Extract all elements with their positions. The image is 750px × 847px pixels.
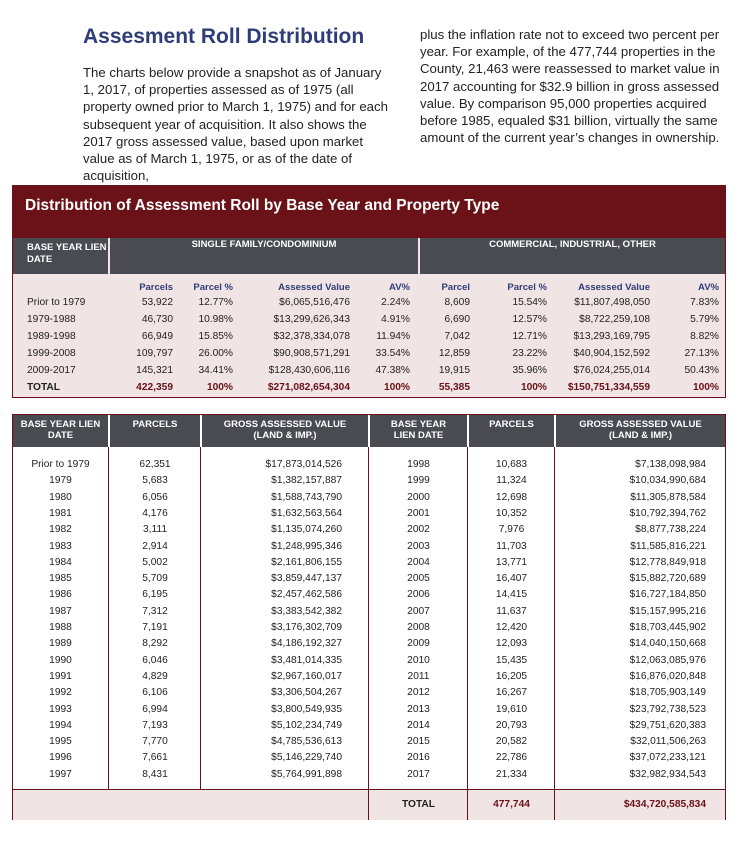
table-row (13, 573, 725, 590)
table-cell: 14,415 (495, 589, 528, 601)
table-cell: 8,431 (142, 768, 168, 780)
table-cell: $17,873,014,526 (265, 459, 342, 470)
table-cell: $5,764,991,898 (271, 768, 342, 780)
table-cell: 2007 (407, 605, 430, 617)
table-cell: 47.38% (375, 365, 410, 376)
table-row (13, 622, 725, 639)
header-single-family-label: SINGLE FAMILY/CONDOMINIUM (191, 239, 337, 250)
table-cell: $10,034,990,684 (629, 475, 706, 487)
table-cell: $3,176,302,709 (271, 622, 342, 633)
table-cell: 12.77% (198, 297, 233, 308)
intro-paragraph-left: The charts below provide a snapshot as of January 1, 2017, of properties assessed as of 1975 (all property owned prior to March 1, 1975) and for each subsequent year of acquisition. It also shows the 2017 gross assessed value, based upon market value as of March 1, 1975, or as of the date of acquisition, (83, 65, 388, 184)
table-cell: 1986 (49, 589, 72, 601)
table-cell: 1999-2008 (27, 348, 76, 359)
table-cell: 7,770 (142, 736, 168, 748)
table-cell: $23,792,738,523 (629, 703, 706, 715)
table-cell: $37,072,233,121 (629, 752, 706, 764)
table-cell: $40,904,152,592 (573, 348, 650, 359)
table-cell: 5,709 (142, 573, 168, 585)
table-cell: 1980 (49, 491, 72, 503)
table-cell: 11,324 (496, 475, 527, 487)
table-cell: 2002 (407, 524, 430, 536)
table-cell: 1996 (49, 752, 72, 764)
table-cell: $16,876,020,848 (629, 670, 706, 682)
table-cell: 12.57% (512, 314, 547, 325)
table-cell: $13,293,169,795 (573, 331, 650, 342)
table-cell: $150,751,334,559 (567, 382, 650, 393)
table-cell: $271,082,654,304 (267, 382, 350, 393)
table-cell: $2,161,806,155 (271, 556, 342, 568)
table-cell: Prior to 1979 (31, 459, 90, 470)
table-cell: 2003 (407, 540, 430, 552)
table-cell: 1995 (49, 736, 72, 748)
table-cell: $1,588,743,790 (271, 491, 342, 503)
table-cell: 22,786 (495, 752, 528, 764)
table-row (13, 752, 725, 769)
table-cell: 21,334 (495, 768, 528, 780)
header-gross-value-right: GROSS ASSESSED VALUE (LAND & IMP.) (556, 415, 725, 447)
table-cell: $14,040,150,668 (629, 638, 706, 650)
table-cell: 15.54% (512, 297, 547, 308)
table-row (13, 606, 725, 623)
table-row (13, 671, 725, 688)
table-cell: $1,632,563,564 (271, 507, 342, 519)
subheader-assessed-value-2: Assessed Value (578, 282, 650, 293)
table-row (13, 638, 725, 655)
header-gross-value-left: GROSS ASSESSED VALUE (LAND & IMP.) (202, 415, 368, 447)
header-commercial-label: COMMERCIAL, INDUSTRIAL, OTHER (489, 239, 656, 250)
table-cell: 5,683 (142, 475, 168, 487)
table-cell: 2016 (407, 752, 430, 764)
table-cell: $3,383,542,382 (271, 605, 342, 617)
table-cell: $10,792,394,762 (629, 507, 706, 519)
table-cell: 6,106 (142, 687, 168, 699)
table-cell: $4,186,192,327 (271, 638, 342, 650)
table-cell: 23.22% (512, 348, 547, 359)
table-cell: $12,063,085,976 (629, 654, 706, 666)
table-cell: 11,637 (496, 605, 527, 617)
table-row (13, 736, 725, 753)
table-cell: $76,024,255,014 (573, 365, 650, 376)
table-row (13, 720, 725, 737)
table-cell: 1988 (49, 622, 72, 633)
column-divider (467, 790, 468, 820)
table-cell: $8,722,259,108 (579, 314, 650, 325)
table-cell: $18,705,903,149 (629, 687, 706, 699)
table-row (13, 541, 725, 558)
table-cell: 12.71% (512, 331, 547, 342)
table-cell: 2009-2017 (27, 365, 76, 376)
table-cell: 8,292 (142, 638, 168, 650)
table-row (13, 704, 725, 721)
subheader-assessed-value: Assessed Value (278, 282, 350, 293)
column-divider (368, 790, 369, 820)
table-cell: 2006 (407, 589, 430, 601)
table-cell: 8,609 (444, 297, 470, 308)
header-parcels-right: PARCELS (469, 415, 554, 447)
table-cell: $32,378,334,078 (273, 331, 350, 342)
table-cell: 15.85% (198, 331, 233, 342)
table-cell: TOTAL (27, 382, 61, 393)
table-cell: 1987 (49, 605, 72, 617)
table-cell: 7,976 (498, 524, 525, 536)
table-total-row (13, 382, 725, 398)
table-cell: $15,882,720,689 (629, 573, 706, 585)
table-cell: $16,727,184,850 (629, 589, 706, 601)
table-row (13, 365, 725, 381)
table-cell: $1,248,995,346 (271, 540, 342, 552)
page-title: Assesment Roll Distribution (83, 25, 365, 48)
table-cell: 3,111 (143, 524, 167, 536)
table-cell: $3,306,504,267 (271, 687, 342, 699)
table-cell: $12,778,849,918 (629, 556, 706, 568)
table-cell: 109,797 (136, 348, 173, 359)
table-cell: 7,191 (142, 622, 168, 633)
table-cell: 1983 (49, 540, 72, 552)
table-cell: 2009 (407, 638, 430, 650)
total-label: TOTAL (401, 799, 435, 810)
table-row (13, 557, 725, 574)
distribution-table-banner: Distribution of Assessment Roll by Base Year and Property Type (13, 186, 725, 238)
table-row (13, 475, 725, 492)
table-cell: 2000 (407, 491, 430, 503)
table-cell: $32,011,506,263 (630, 736, 706, 748)
table-cell: $90,908,571,291 (273, 348, 350, 359)
table-row (13, 492, 725, 509)
table-cell: $5,102,234,749 (271, 719, 342, 731)
table-row (13, 459, 725, 476)
subheader-av-pct: AV% (389, 282, 410, 293)
table-cell: 2010 (407, 654, 430, 666)
table-row (13, 331, 725, 347)
table-row (13, 348, 725, 364)
table-cell: 16,407 (495, 573, 528, 585)
table-row (13, 314, 725, 330)
table-row (13, 508, 725, 525)
table-cell: $18,703,445,902 (629, 622, 706, 633)
table-cell: 34.41% (198, 365, 233, 376)
table-cell: 7,193 (142, 719, 168, 731)
table-cell: 1989 (49, 638, 72, 650)
table-cell: 2004 (407, 556, 430, 568)
table-cell: 1984 (49, 556, 72, 568)
total-parcels: 477,744 (493, 799, 530, 810)
table-cell: 35.96% (512, 365, 547, 376)
table-cell: 100% (692, 382, 719, 393)
table-cell: $3,859,447,137 (271, 573, 342, 585)
table-cell: 2012 (407, 687, 430, 699)
table-cell: 7,312 (142, 605, 168, 617)
table-cell: $128,430,606,116 (268, 365, 350, 376)
table-cell: 7,042 (444, 331, 470, 342)
table-cell: 6,690 (444, 314, 470, 325)
table-cell: 6,056 (142, 491, 168, 503)
table-cell: 100% (383, 382, 410, 393)
base-year-table (12, 414, 726, 820)
table-cell: 12,420 (495, 622, 528, 633)
table-cell: 12,859 (438, 348, 470, 359)
table-cell: 1990 (49, 654, 72, 666)
table-cell: 2014 (407, 719, 430, 731)
table-cell: 62,351 (139, 459, 171, 470)
table-cell: 2008 (407, 622, 430, 633)
table-cell: 50.43% (684, 365, 719, 376)
table-cell: $32,982,934,543 (629, 768, 706, 780)
table-cell: $11,807,498,050 (574, 297, 650, 308)
table-cell: 2,914 (142, 540, 168, 552)
table-cell: 2017 (407, 768, 430, 780)
header-parcels-left: PARCELS (110, 415, 200, 447)
header-base-year: BASE YEAR LIEN DATE (13, 238, 108, 274)
table-cell: 422,359 (136, 382, 173, 393)
table-cell: 11,703 (496, 540, 527, 552)
table-cell: 1998 (407, 459, 430, 470)
header-single-family (110, 238, 418, 274)
header-commercial (420, 238, 725, 274)
table-cell: 7.83% (690, 297, 719, 308)
table-cell: 1982 (49, 524, 72, 536)
table-cell: 2.24% (381, 297, 410, 308)
total-gross-value: $434,720,585,834 (623, 799, 706, 810)
column-divider (554, 790, 555, 820)
table-cell: $15,157,995,216 (629, 605, 706, 617)
subheader-parcel-pct-2: Parcel % (507, 282, 547, 293)
table-cell: $3,481,014,335 (271, 654, 342, 666)
table-cell: 1981 (49, 507, 72, 519)
table-cell: $29,751,620,383 (629, 719, 706, 731)
table-cell: 10.98% (198, 314, 233, 325)
table-cell: $11,305,878,584 (630, 491, 706, 503)
table-cell: $5,146,229,740 (271, 752, 342, 764)
table-cell: 5,002 (142, 556, 168, 568)
table-cell: $7,138,098,984 (635, 459, 706, 470)
table-cell: $1,382,157,887 (271, 475, 342, 487)
table-cell: 55,385 (438, 382, 470, 393)
table-cell: 26.00% (198, 348, 233, 359)
table-cell: 11.94% (376, 331, 410, 342)
subheader-parcel-pct: Parcel % (193, 282, 233, 293)
table-cell: 33.54% (375, 348, 410, 359)
table-cell: 7,661 (142, 752, 168, 764)
table-cell: Prior to 1979 (27, 297, 86, 308)
table-row (13, 687, 725, 704)
table-cell: 1993 (49, 703, 72, 715)
table-cell: 19,915 (438, 365, 470, 376)
table-cell: 10,683 (495, 459, 528, 470)
table-cell: 145,321 (136, 365, 173, 376)
table-cell: $2,457,462,586 (271, 589, 342, 601)
table-cell: 46,730 (141, 314, 173, 325)
table-cell: $13,299,626,343 (273, 314, 350, 325)
table-cell: 16,267 (495, 687, 528, 699)
intro-paragraph-right: plus the inflation rate not to exceed two percent per year. For example, of the 477,744 properties in the County, 21,463 were reassessed to market value in 2017 accounting for $32.9 billion in gross assessed value. By comparison 95,000 properties acquired before 1985, equaled $31 billion, virtually the same amount of the current year’s changes in ownership. (420, 27, 720, 146)
table-cell: 100% (520, 382, 547, 393)
distribution-table (12, 185, 726, 398)
table-cell: 1997 (49, 768, 72, 780)
table-cell: 12,093 (495, 638, 528, 650)
table-cell: 16,205 (495, 670, 528, 682)
table-row (13, 589, 725, 606)
table-cell: 1989-1998 (27, 331, 76, 342)
table-cell: 1991 (49, 670, 72, 682)
table-cell: $6,065,516,476 (279, 297, 350, 308)
subheader-parcels: Parcels (139, 282, 173, 293)
table-cell: 15,435 (495, 654, 528, 666)
table-cell: 27.13% (684, 348, 719, 359)
table-cell: 6,994 (142, 703, 168, 715)
table-cell: 2013 (407, 703, 430, 715)
table-cell: $4,785,536,613 (271, 736, 342, 748)
table-cell: 4,176 (142, 507, 168, 519)
table-row (13, 524, 725, 541)
table-cell: 1999 (407, 475, 430, 487)
table-cell: 2015 (407, 736, 430, 748)
subheader-av-pct-2: AV% (698, 282, 719, 293)
table-cell: 6,046 (142, 654, 168, 666)
table-row (13, 297, 725, 313)
table-cell: 6,195 (142, 589, 168, 601)
table-cell: 1979-1988 (27, 314, 76, 325)
table-cell: 5.79% (690, 314, 719, 325)
header-base-year-left: BASE YEAR LIEN DATE (13, 415, 108, 447)
table-row (13, 769, 725, 786)
subheader-parcel: Parcel (441, 282, 470, 293)
table-cell: 4,829 (142, 670, 168, 682)
table-cell: 20,793 (495, 719, 528, 731)
table-cell: $2,967,160,017 (271, 670, 342, 682)
table-cell: $3,800,549,935 (271, 703, 342, 715)
table-cell: 2011 (407, 670, 430, 682)
table-cell: $11,585,816,221 (630, 540, 706, 552)
header-base-year-right: BASE YEAR LIEN DATE (370, 415, 467, 447)
table-cell: 8.82% (690, 331, 719, 342)
table-cell: 66,949 (141, 331, 173, 342)
table-cell: 2001 (407, 507, 430, 519)
table-cell: 13,771 (495, 556, 528, 568)
table-cell: 53,922 (141, 297, 173, 308)
table-cell: 1985 (49, 573, 72, 585)
table-cell: 19,610 (495, 703, 528, 715)
table-cell: $8,877,738,224 (635, 524, 706, 536)
table-cell: 1994 (49, 719, 72, 731)
table-cell: 4.91% (381, 314, 410, 325)
table-cell: 1979 (49, 475, 72, 487)
table-cell: 1992 (49, 687, 72, 699)
table-cell: 20,582 (495, 736, 528, 748)
table-cell: 2005 (407, 573, 430, 585)
table-cell: 12,698 (495, 491, 528, 503)
table-row (13, 655, 725, 672)
table-total-row (13, 789, 725, 820)
table-cell: 100% (206, 382, 233, 393)
table-cell: 10,352 (495, 507, 528, 519)
table-cell: $1,135,074,260 (271, 524, 342, 536)
